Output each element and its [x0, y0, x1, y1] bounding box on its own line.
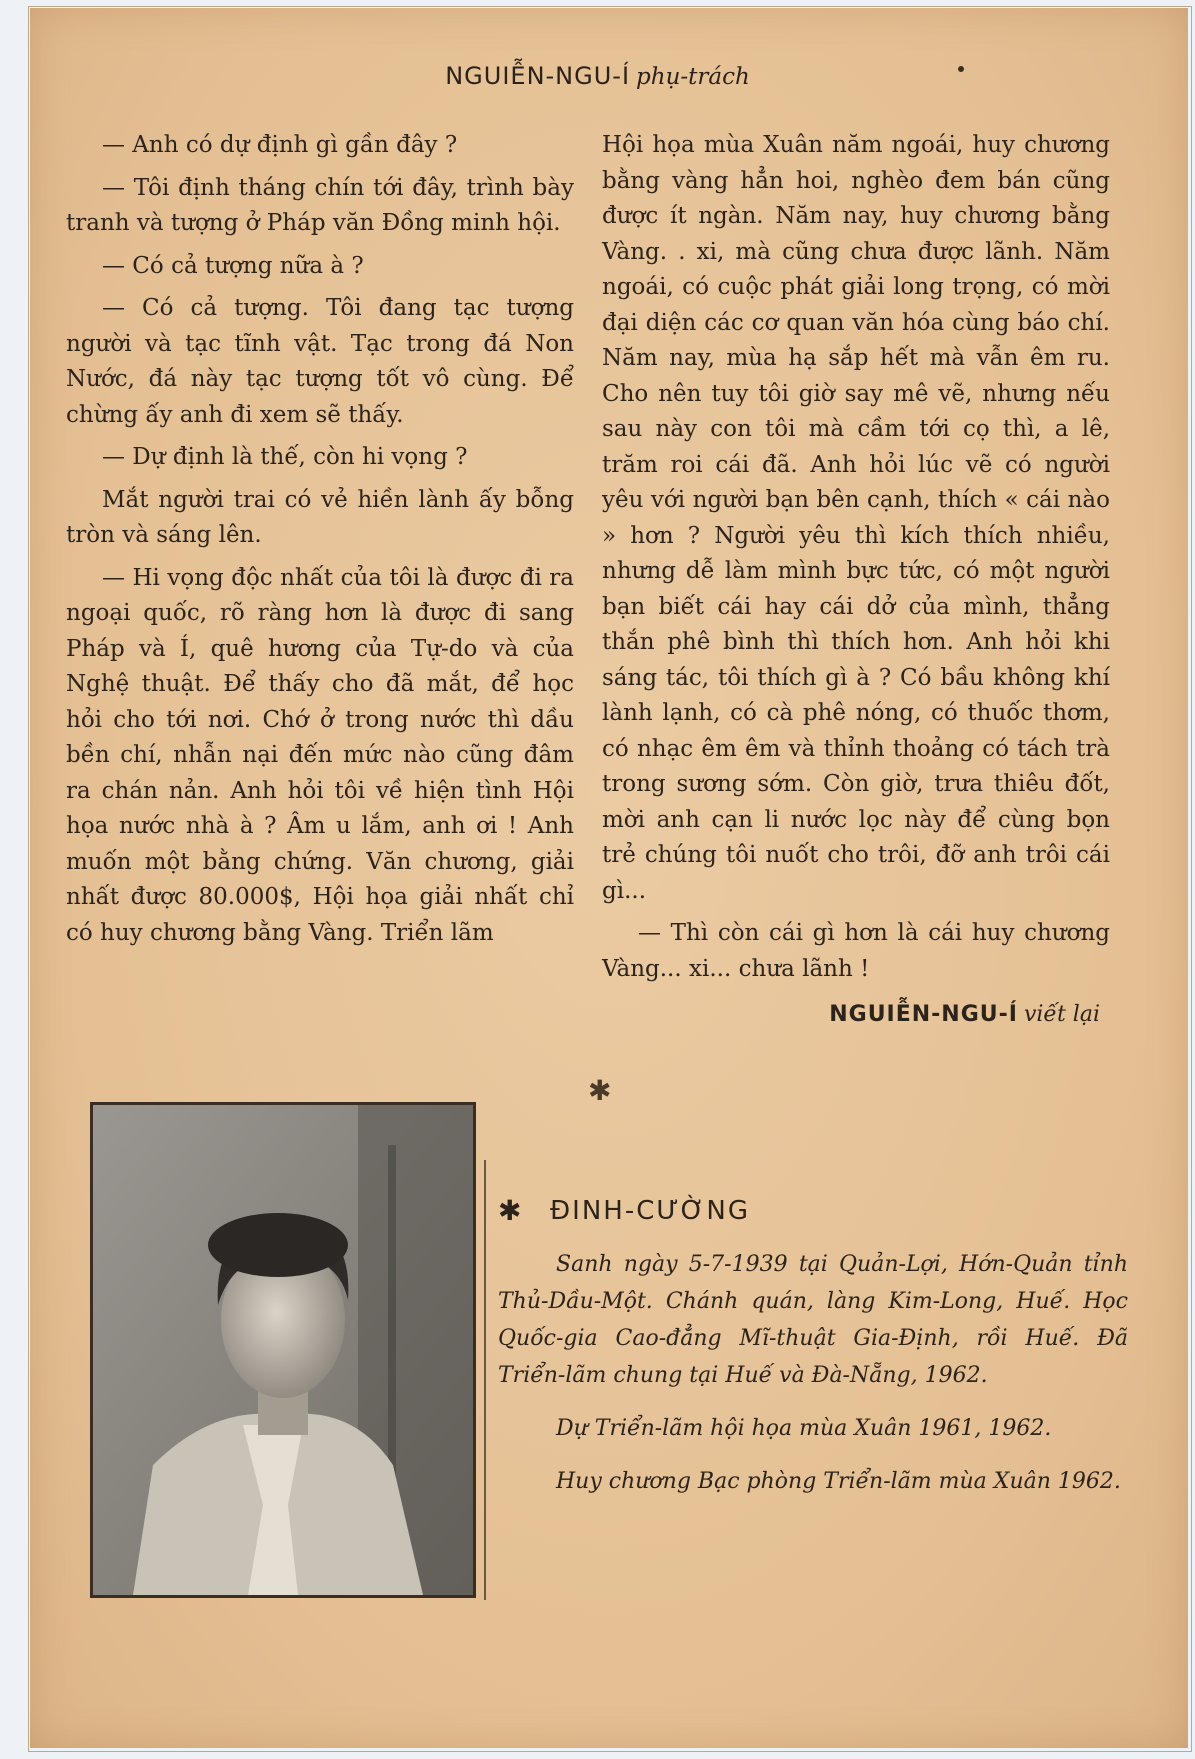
- header-author: NGUIỄN-NGU-Í: [445, 62, 631, 90]
- signature: [602, 997, 1110, 1033]
- signature-role: viết lại: [1023, 1002, 1100, 1027]
- paragraph: — Thì còn cái gì hơn là cái huy chương Vàng... xi... chưa lãnh !: [602, 920, 1110, 982]
- header-dot: [958, 66, 964, 72]
- bio-paragraph: Huy chương Bạc phòng Triển-lãm mùa Xuân 1962.: [556, 1469, 1121, 1494]
- bio-name: ĐINH-CƯỜNG: [550, 1196, 750, 1226]
- bio-paragraph: Sanh ngày 5-7-1939 tại Quản-Lợi, Hớn-Quản tỉnh Thủ-Dầu-Một. Chánh quán, làng Kim-Long, Huế. Học Quốc-gia Cao-đẳng Mĩ-thuật Gia-Định, rồi Huế. Đã Triển-lãm chung tại Huế và Đà-Nẵng, 1962.: [498, 1252, 1128, 1388]
- paragraph: — Dự định là thế, còn hi vọng ?: [102, 444, 468, 470]
- page-header: [0, 62, 1195, 90]
- left-column: [66, 128, 574, 958]
- signature-name: NGUIỄN-NGU-Í: [829, 1002, 1018, 1027]
- portrait-photo-image: [93, 1105, 473, 1595]
- header-role: phụ-trách: [636, 64, 750, 90]
- paragraph: — Hi vọng độc nhất của tôi là được đi ra ngoại quốc, rõ ràng hơn là được đi sang Pháp và Í, quê hương của Tự-do và của Nghệ thuật. Để thấy cho đã mắt, để học hỏi cho tới nơi. Chớ ở trong nước thì dầu bền chí, nhẫn nại đến mức nào cũng đâm ra chán nản. Anh hỏi tôi về hiện tình Hội họa nước nhà à ? Âm u lắm, anh ơi ! Anh muốn một bằng chứng. Văn chương, giải nhất được 80.000$, Hội họa giải nhất chỉ có huy chương bằng Vàng. Triển lãm: [66, 564, 574, 946]
- artist-bio: [498, 1196, 1128, 1516]
- bio-paragraph: Dự Triển-lãm hội họa mùa Xuân 1961, 1962.: [556, 1416, 1052, 1441]
- photo-bracket: [478, 1160, 486, 1600]
- paragraph: — Có cả tượng. Tôi đang tạc tượng người và tạc tĩnh vật. Tạc trong đá Non Nước, đá này tạc tượng tốt vô cùng. Để chừng ấy anh đi xem sẽ thấy.: [66, 295, 574, 428]
- paragraph: Hội họa mùa Xuân năm ngoái, huy chương bằng vàng hẳn hoi, nghèo đem bán cũng được ít ngàn. Năm nay, huy chương bằng Vàng. . xi, mà cũng chưa được lãnh. Năm ngoái, có cuộc phát giải long trọng, có mời đại diện các cơ quan văn hóa cùng báo chí. Năm nay, mùa hạ sắp hết mà vẫn êm ru. Cho nên tuy tôi giờ say mê vẽ, nhưng nếu sau này con tôi mà cầm tới cọ thì, a lê, trăm roi cái đã. Anh hỏi lúc vẽ có người yêu với người bạn bên cạnh, thích « cái nào » hơn ? Người yêu thì kích thích nhiều, nhưng dễ làm mình bực tức, có một người bạn biết cái hay cái dở của mình, thẳng thắn phê bình thì thích hơn. Anh hỏi khi sáng tác, tôi thích gì à ? Có bầu không khí lành lạnh, có cà phê nóng, có thuốc thơm, có nhạc êm êm và thỉnh thoảng có tách trà trong sương sớm. Còn giờ, trưa thiêu đốt, mời anh cạn li nước lọc này để cùng bọn trẻ chúng tôi nuốt cho trôi, đỡ anh trôi cái gì...: [602, 132, 1110, 904]
- portrait-photo: [90, 1102, 476, 1598]
- right-column: [602, 128, 1110, 1033]
- star-icon: ✱: [498, 1194, 524, 1227]
- paragraph: — Anh có dự định gì gần đây ?: [102, 132, 458, 158]
- bio-title: [498, 1196, 1128, 1226]
- separator-asterisk-icon: ✱: [588, 1074, 612, 1107]
- paragraph: — Tôi định tháng chín tới đây, trình bày tranh và tượng ở Pháp văn Đồng minh hội.: [66, 174, 574, 236]
- paragraph: — Có cả tượng nữa à ?: [102, 252, 364, 279]
- paragraph: Mắt người trai có vẻ hiền lành ấy bỗng tròn và sáng lên.: [66, 486, 574, 548]
